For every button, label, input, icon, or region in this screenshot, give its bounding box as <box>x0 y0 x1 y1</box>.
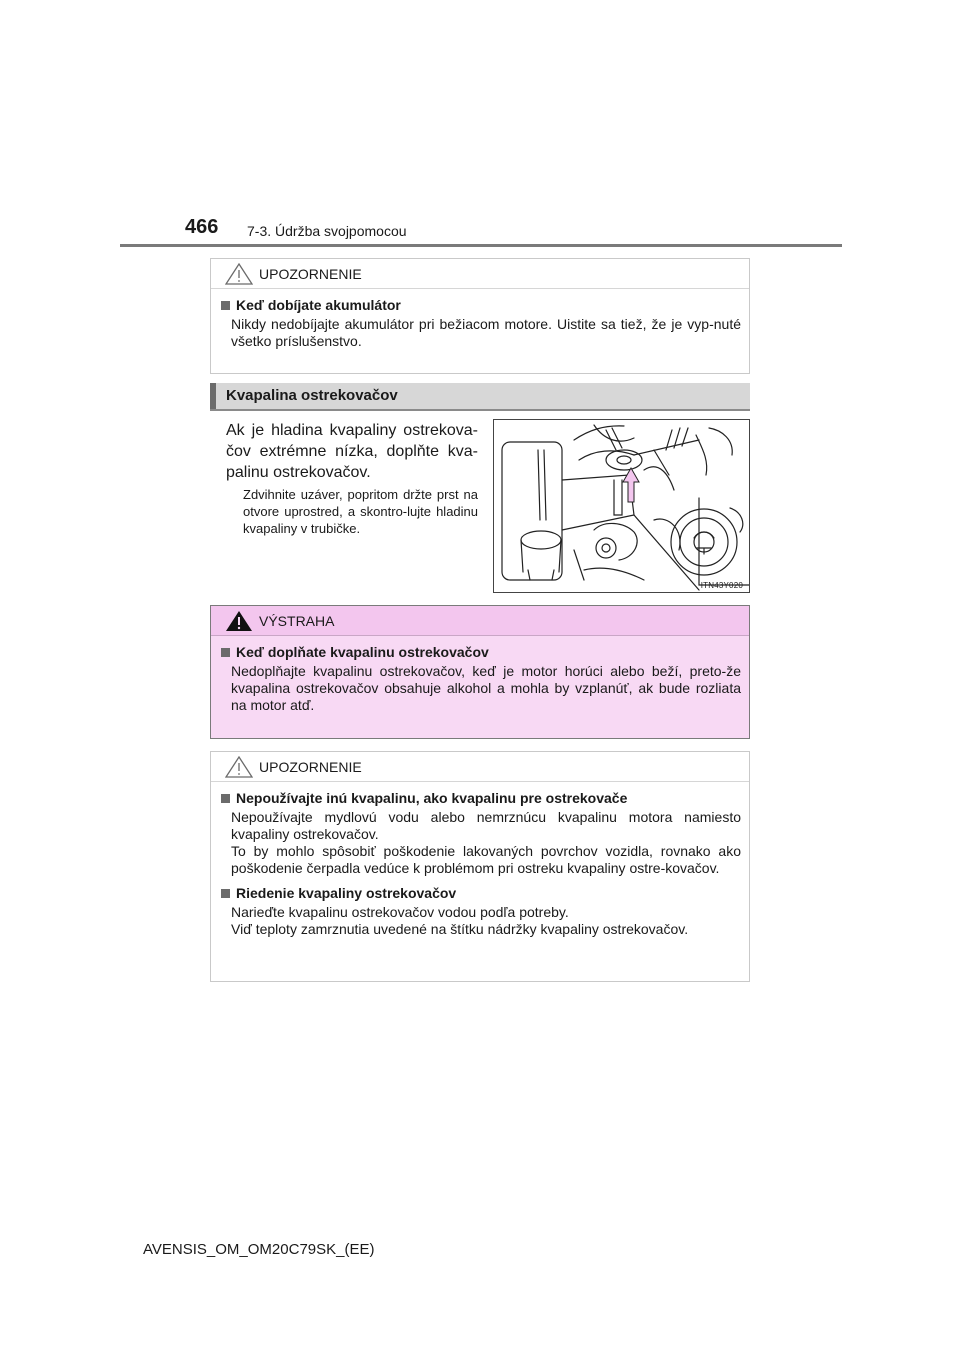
notice-header <box>211 752 749 782</box>
notice-item-title: Riedenie kvapaliny ostrekovačov <box>221 885 741 902</box>
section-header-title: Kvapalina ostrekovačov <box>226 387 398 404</box>
square-bullet-icon <box>221 648 230 657</box>
square-bullet-icon <box>221 794 230 803</box>
figure-code: ITN43Y020 <box>700 581 743 590</box>
section-header-bar <box>210 383 216 409</box>
notice-title: UPOZORNENIE <box>259 265 362 282</box>
caution-triangle-icon <box>225 756 253 778</box>
warning-header <box>211 606 749 636</box>
page-number: 466 <box>185 216 219 238</box>
washer-reservoir-drawing <box>494 420 750 593</box>
warning-triangle-icon <box>225 610 253 632</box>
notice-title: UPOZORNENIE <box>259 758 362 775</box>
warning-box <box>210 605 750 739</box>
section-header <box>210 383 750 411</box>
notice-box-washer-fluid <box>210 751 750 982</box>
header-rule <box>120 244 842 247</box>
warning-item-title: Keď doplňate kvapalinu ostrekovačov <box>221 644 741 661</box>
notice-item-text: Nepoužívajte mydlovú vodu alebo nemrznúcu kvapalinu motora namiesto kvapaliny ostrekovačov. To by mohlo spôsobiť poškodenie lakovaných povrchov vozidla, rovnako ako poškodenie čerpadla vedúce k problémom pri ostreku kvapaliny ostre-kovačov. <box>231 809 741 876</box>
notice-header <box>211 259 749 289</box>
warning-title: VÝSTRAHA <box>259 612 335 629</box>
square-bullet-icon <box>221 889 230 898</box>
warning-item-text: Nedoplňajte kvapalinu ostrekovačov, keď je motor horúci alebo beží, preto-že kvapalina ostrekovačov obsahuje alkohol a mohla by vzplanúť, ak bude rozliata na motor atď. <box>231 663 741 713</box>
notice-item-title: Keď dobíjate akumulátor <box>221 297 741 314</box>
document-footer: AVENSIS_OM_OM20C79SK_(EE) <box>143 1241 375 1258</box>
section-title: 7-3. Údržba svojpomocou <box>247 223 407 239</box>
intro-text: Ak je hladina kvapaliny ostrekova-čov extrémne nízka, doplňte kva-palinu ostrekovačov. <box>226 422 478 481</box>
notice-item-title: Nepoužívajte inú kvapalinu, ako kvapalinu pre ostrekovače <box>221 790 741 807</box>
caution-triangle-icon <box>225 263 253 285</box>
notice-box-battery <box>210 258 750 374</box>
instruction-text: Zdvihnite uzáver, popritom držte prst na otvore uprostred, a skontro-lujte hladinu kvapaliny v trubičke. <box>243 487 478 536</box>
washer-fluid-illustration <box>493 419 750 593</box>
notice-item-text: Narieďte kvapalinu ostrekovačov vodou podľa potreby. Viď teploty zamrznutia uvedené na štítku nádržky kvapaliny ostrekovačov. <box>231 904 689 937</box>
square-bullet-icon <box>221 301 230 310</box>
notice-item-text: Nikdy nedobíjajte akumulátor pri bežiacom motore. Uistite sa tiež, že je vyp-nuté všetko príslušenstvo. <box>231 316 741 349</box>
